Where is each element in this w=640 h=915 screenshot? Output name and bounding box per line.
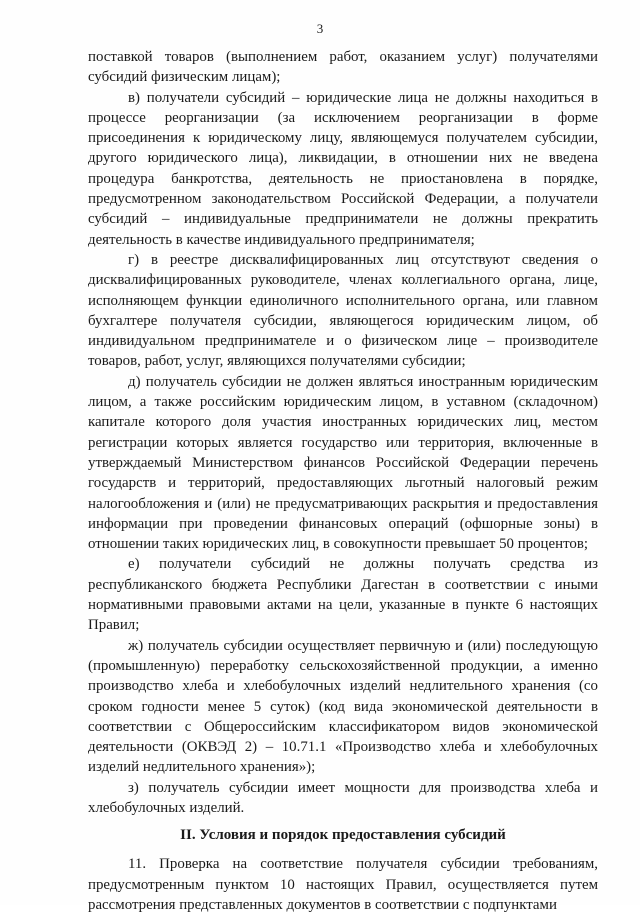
paragraph-continuation: поставкой товаров (выполнением работ, оказанием услуг) получателями субсидий физическим лицам); (88, 49, 598, 86)
section-heading: II. Условия и порядок предоставления субсидий (180, 827, 506, 844)
paragraph-11: 11. Проверка на соответствие получателя субсидии требованиям, предусмотренным пунктом 10 настоящих Правил, осуществляется путем рассмотрения представленных документов в соответствии с подпунктами (88, 856, 598, 913)
paragraph-item-g: г) в реестре дисквалифицированных лиц отсутствуют сведения о дисквалифицированных руководителе, членах коллегиального органа, лице, исполняющем функции единоличного исполнительного органа, или главном бухгалтере получателя субсидии, являющегося юридическим лицом, об индивидуальном предпринимателе и о физическом лице – производителе товаров, работ, услуг, являющихся получателями субсидии; (88, 251, 598, 370)
paragraph-item-zh: ж) получатель субсидии осуществляет первичную и (или) последующую (промышленную) переработку сельскохозяйственной продукции, а именно производство хлеба и хлебобулочных изделий недлительного хранения (со сроком годности менее 5 суток) (код вида экономической деятельности в соответствии с Общероссийским классификатором видов экономической деятельности (ОКВЭД 2) – 10.71.1 «Производство хлеба и хлебобулочных изделий недлительного хранения»); (88, 637, 598, 776)
paragraph-item-d: д) получатель субсидии не должен являться иностранным юридическим лицом, а также российским юридическим лицом, в уставном (складочном) капитале которого доля участия иностранных юридических лиц, местом регистрации которых является государство или территория, включенные в утверждаемый Министерством финансов Российской Федерации перечень государств и территорий, предоставляющих льготный налоговый режим налогообложения и (или) не предусматривающих раскрытия и предоставления информации при проведении финансовых операций (офшорные зоны) в отношении таких юридических лиц, в совокупности превышает 50 процентов; (88, 373, 598, 553)
paragraph-item-e: е) получатели субсидий не должны получать средства из республиканского бюджета Республики Дагестан в соответствии с иными нормативными правовыми актами на цели, указанные в пункте 6 настоящих Правил; (88, 556, 598, 634)
page-number: 3 (316, 21, 324, 36)
paragraph-item-v: в) получатели субсидий – юридические лица не должны находиться в процессе реорганизации (за исключением реорганизации в форме присоединения к юридическому лицу, являющемуся получателем субсидии, другого юридического лица), ликвидации, в отношении них не введена процедура банкротства, деятельность не приостановлена в порядке, предусмотренном законодательством Российской Федерации, а получатели субсидий – индивидуальные предприниматели не должны прекратить деятельность в качестве индивидуального предпринимателя; (88, 89, 598, 248)
paragraph-item-z: з) получатель субсидии имеет мощности для производства хлеба и хлебобулочных изделий. (88, 779, 598, 816)
document-body (88, 47, 598, 915)
